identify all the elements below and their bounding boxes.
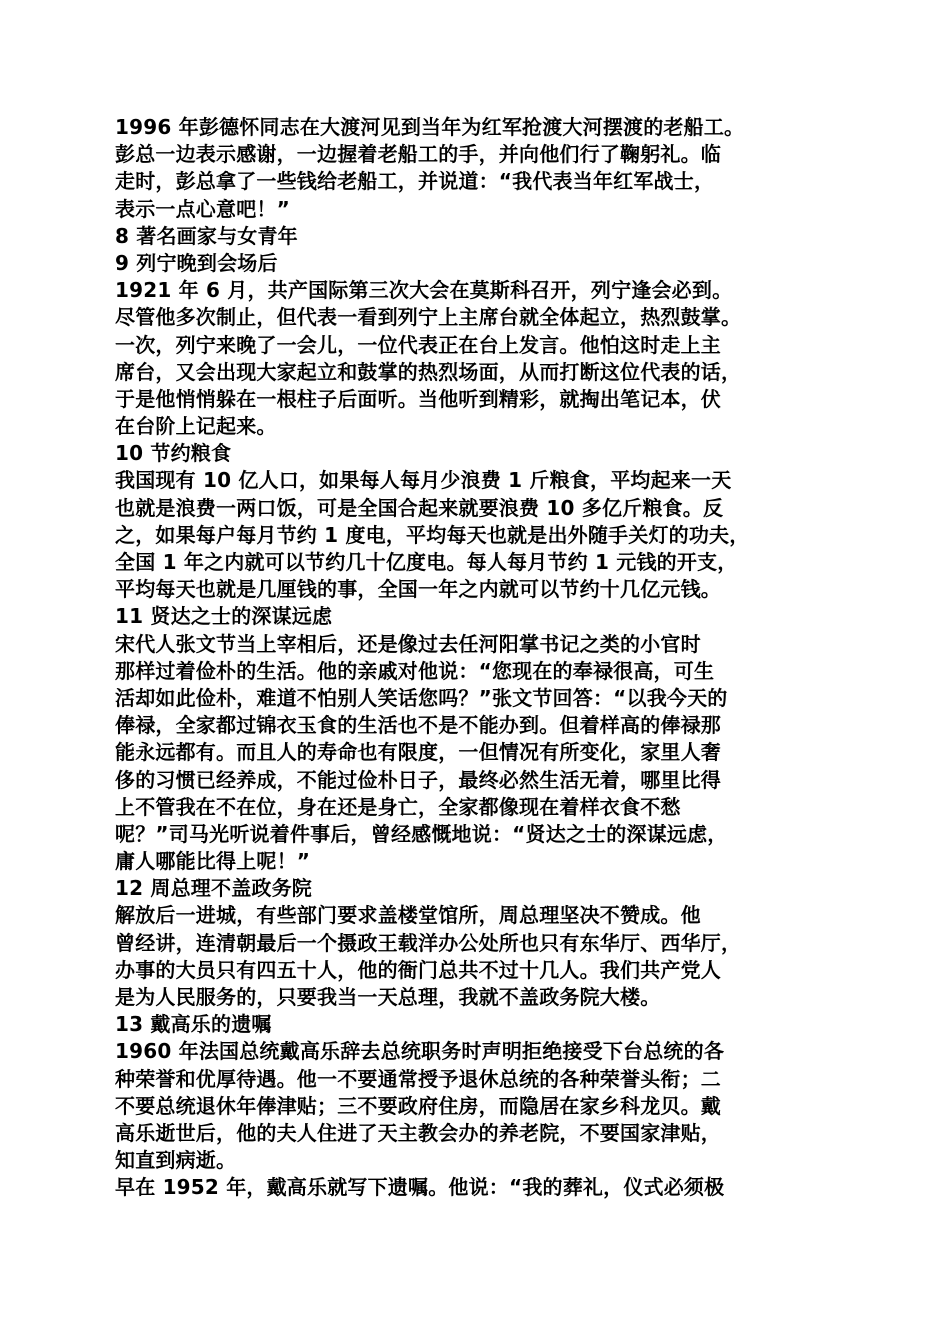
text-line: 1960 年法国总统戴高乐辞去总统职务时声明拒绝接受下台总统的各 <box>115 1039 725 1064</box>
text-line: 于是他悄悄躲在一根柱子后面听。当他听到精彩，就掏出笔记本，伏 <box>115 386 721 411</box>
text-line: 我国现有 10 亿人口，如果每人每月少浪费 1 斤粮食，平均起来一天 <box>115 468 732 493</box>
text-line: 活却如此俭朴，难道不怕别人笑话您吗？”张文节回答：“以我今天的 <box>115 685 728 710</box>
text-line: 彭总一边表示感谢，一边握着老船工的手，并向他们行了鞠躬礼。临 <box>115 142 721 167</box>
text-line: 在台阶上记起来。 <box>115 414 277 439</box>
section-heading: 11 贤达之士的深谋远虑 <box>115 604 333 629</box>
section-heading: 13 戴高乐的遗嘱 <box>115 1012 272 1037</box>
text-line: 全国 1 年之内就可以节约几十亿度电。每人每月节约 1 元钱的开支， <box>115 550 738 574</box>
text-line: 上不管我在不在位，身在还是身亡，全家都像现在着样衣食不愁 <box>115 794 681 819</box>
text-line: 1996 年彭德怀同志在大渡河见到当年为红军抢渡大河摆渡的老船工。 <box>115 115 745 139</box>
text-line: 一次，列宁来晚了一会儿，一位代表正在台上发言。他怕这时走上主 <box>115 332 721 357</box>
text-line: 庸人哪能比得上呢！” <box>115 849 311 874</box>
text-line: 尽管他多次制止，但代表一看到列宁上主席台就全体起立，热烈鼓掌。 <box>115 305 742 330</box>
text-line: 早在 1952 年，戴高乐就写下遗嘱。他说：“我的葬礼，仪式必须极 <box>115 1175 725 1200</box>
text-line: 是为人民服务的，只要我当一天总理，我就不盖政务院大楼。 <box>115 985 661 1009</box>
text-line: 高乐逝世后，他的夫人住进了天主教会办的养老院，不要国家津贴， <box>115 1120 721 1145</box>
text-line: 曾经讲，连清朝最后一个摄政王载洋办公处所也只有东华厅、西华厅， <box>115 930 742 955</box>
text-line: 之，如果每户每月节约 1 度电，平均每天也就是出外随手关灯的功夫， <box>115 522 750 547</box>
text-line: 呢？”司马光听说着件事后，曾经感慨地说：“贤达之士的深谋远虑， <box>115 821 728 846</box>
text-line: 宋代人张文节当上宰相后，还是像过去任河阳掌书记之类的小官时 <box>115 631 701 656</box>
text-line: 不要总统退休年俸津贴；三不要政府住房，而隐居在家乡科龙贝。戴 <box>115 1093 721 1118</box>
section-heading: 12 周总理不盖政务院 <box>115 876 312 901</box>
text-line: 1921 年 6 月，共产国际第三次大会在莫斯科召开，列宁逢会必到。 <box>115 278 733 303</box>
text-line: 种荣誉和优厚待遇。他一不要通常授予退休总统的各种荣誉头衔；二 <box>115 1066 721 1091</box>
text-line: 表示一点心意吧！” <box>115 196 290 221</box>
text-line: 知直到病逝。 <box>115 1148 237 1173</box>
section-heading: 8 著名画家与女青年 <box>115 223 298 248</box>
text-line: 平均每天也就是几厘钱的事，全国一年之内就可以节约十几亿元钱。 <box>115 577 721 602</box>
document-body <box>115 114 850 1202</box>
text-line: 俸禄，全家都过锦衣玉食的生活也不是不能办到。但着样高的俸禄那 <box>115 713 721 738</box>
text-line: 解放后一进城，有些部门要求盖楼堂馆所，周总理坚决不赞成。他 <box>115 903 701 928</box>
text-line: 侈的习惯已经养成，不能过俭朴日子，最终必然生活无着，哪里比得 <box>115 767 721 792</box>
text-line: 也就是浪费一两口饭，可是全国合起来就要浪费 10 多亿斤粮食。反 <box>115 495 724 520</box>
text-line: 那样过着俭朴的生活。他的亲戚对他说：“您现在的奉禄很高，可生 <box>115 658 715 683</box>
section-heading: 10 节约粮食 <box>115 441 232 466</box>
text-line: 席台，又会出现大家起立和鼓掌的热烈场面，从而打断这位代表的话， <box>115 359 742 384</box>
section-heading: 9 列宁晚到会场后 <box>115 250 278 275</box>
text-line: 办事的大员只有四五十人，他的衙门总共不过十几人。我们共产党人 <box>115 957 721 982</box>
text-line: 走时，彭总拿了一些钱给老船工，并说道：“我代表当年红军战士， <box>115 169 715 194</box>
text-line: 能永远都有。而且人的寿命也有限度，一但情况有所变化，家里人奢 <box>115 740 721 765</box>
